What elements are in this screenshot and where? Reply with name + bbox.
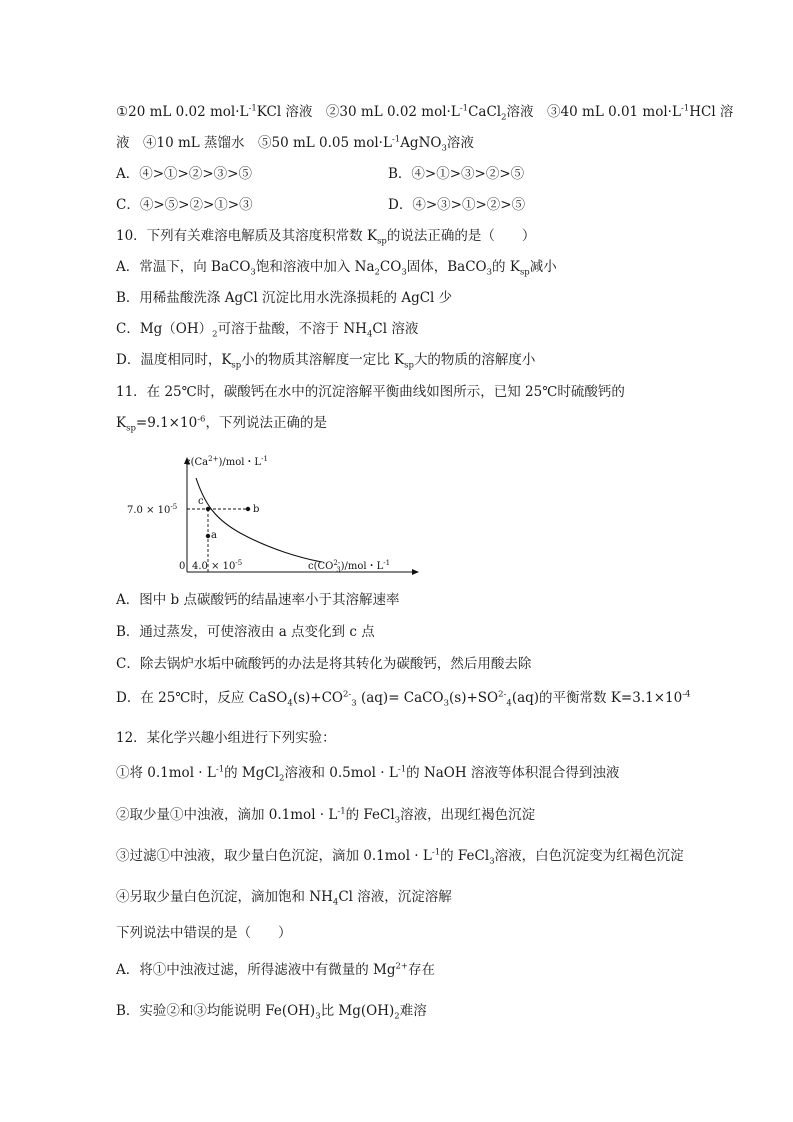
point-a-label: a bbox=[211, 530, 217, 541]
q9-items-line1: ①20 mL 0.02 $mol\cdot L^{-1}KCl$ 溶液 ②30 mL 0.02 $mol\cdot L^{-1}CaCl_2$溶液 ③40 mL 0.01 $mol\cdot L^{-1}HCl$ 溶 bbox=[116, 103, 734, 123]
q9-option-a: A．④>①>②>③>⑤ bbox=[116, 166, 252, 182]
x-axis-label: $c(CO^{2-}3)$/mol・$L^{-1}$ bbox=[308, 559, 391, 574]
q10-option-c: C．$Mg(OH)_2$可溶于盐酸，不溶于 $NH_4Cl$ 溶液 bbox=[116, 321, 419, 340]
q11-option-d: D．在 25℃时，反应 $CaSO_4(s)+CO^{2-}_3$ $(aq)= CaCO_3(s)+SO^{2-}_4(aq)$的平衡常数 $K=3.1\times 10^{-4}$ bbox=[116, 689, 691, 709]
x-axis-arrow bbox=[412, 569, 419, 575]
point-c bbox=[206, 507, 210, 511]
q9-option-b: B．④>①>③>②>⑤ bbox=[388, 166, 525, 182]
q12-step3: ③过滤①中浊液，取少量白色沉淀，滴加 $0.1mol \cdot L^{-1}$的 FeCl$_3$溶液，白色沉淀变为红褐色沉淀 bbox=[116, 847, 684, 867]
point-b bbox=[246, 507, 250, 511]
q11-option-b: B．通过蒸发，可使溶液由 a 点变化到 c 点 bbox=[116, 624, 375, 640]
equilibrium-curve bbox=[196, 478, 322, 562]
q10-option-a: A．常温下，向 BaCO$_3$饱和溶液中加入 $Na_2CO_3$固体，BaCO$_3$的 $K_{sp}$减小 bbox=[116, 259, 557, 278]
origin-label: 0 bbox=[179, 561, 186, 572]
y-tick-label: $7.0 \times 10^{-5}$ bbox=[127, 503, 178, 516]
q11-option-c: C．除去锅炉水垢中硫酸钙的办法是将其转化为碳酸钙，然后用酸去除 bbox=[116, 656, 532, 672]
q11-solubility-figure bbox=[110, 448, 430, 576]
q10-option-d: D．温度相同时，$K_{sp}$小的物质其溶解度一定比 $K_{sp}$大的物质的溶解度小 bbox=[116, 352, 536, 371]
point-b-label: b bbox=[253, 504, 260, 515]
q12-option-a: A．将①中浊液过滤，所得滤液中有微量的 $Mg^{2+}$存在 bbox=[116, 961, 436, 978]
q11-option-a: A．图中 b 点碳酸钙的结晶速率小于其溶解速率 bbox=[116, 592, 400, 608]
q12-option-b: B．实验②和③均能说明 $Fe(OH)_3$比 $Mg(OH)_2$难溶 bbox=[116, 1003, 427, 1022]
q10-option-b: B．用稀盐酸洗涤 AgCl 沉淀比用水洗涤损耗的 AgCl 少 bbox=[116, 290, 453, 306]
q12-step2: ②取少量①中浊液，滴加 $0.1mol \cdot L^{-1}$的 FeCl$_3$溶液，出现红褐色沉淀 bbox=[116, 806, 536, 826]
q9-option-d: D．④>③>①>②>⑤ bbox=[388, 197, 526, 213]
q9-items-line2: 液 ④10 mL 蒸馏水 ⑤50 mL 0.05 $mol\cdot L^{-1}AgNO_3$溶液 bbox=[116, 134, 474, 154]
x-tick-label: $4.0 \times 10^{-5}$ bbox=[192, 559, 243, 572]
y-axis-label: $c(Ca^{2+})$/mol・$L^{-1}$ bbox=[185, 455, 268, 468]
point-a bbox=[206, 534, 210, 538]
q11-stem-line2: $K_{sp}=9.1\times 10^{-6}$，下列说法正确的是 bbox=[116, 414, 327, 434]
q12-question: 下列说法中错误的是（ ） bbox=[116, 925, 292, 941]
q9-option-c: C．④>⑤>②>①>③ bbox=[116, 197, 253, 213]
point-c-label: c bbox=[198, 496, 204, 507]
q12-stem: 12．某化学兴趣小组进行下列实验： bbox=[116, 730, 336, 746]
q12-step1: ①将 $0.1mol \cdot L^{-1}$的 MgCl$_2$溶液和 $0.5mol \cdot L^{-1}$的 NaOH 溶液等体积混合得到浊液 bbox=[116, 764, 620, 784]
q10-stem: 10．下列有关难溶电解质及其溶度积常数 $K_{sp}$的说法正确的是（ ） bbox=[116, 228, 536, 247]
q12-step4: ④另取少量白色沉淀，滴加饱和 $NH_4Cl$ 溶液，沉淀溶解 bbox=[116, 889, 452, 908]
q11-stem-line1: 11．在 25℃时，碳酸钙在水中的沉淀溶解平衡曲线如图所示，已知 25℃时硫酸钙的 bbox=[116, 384, 625, 400]
